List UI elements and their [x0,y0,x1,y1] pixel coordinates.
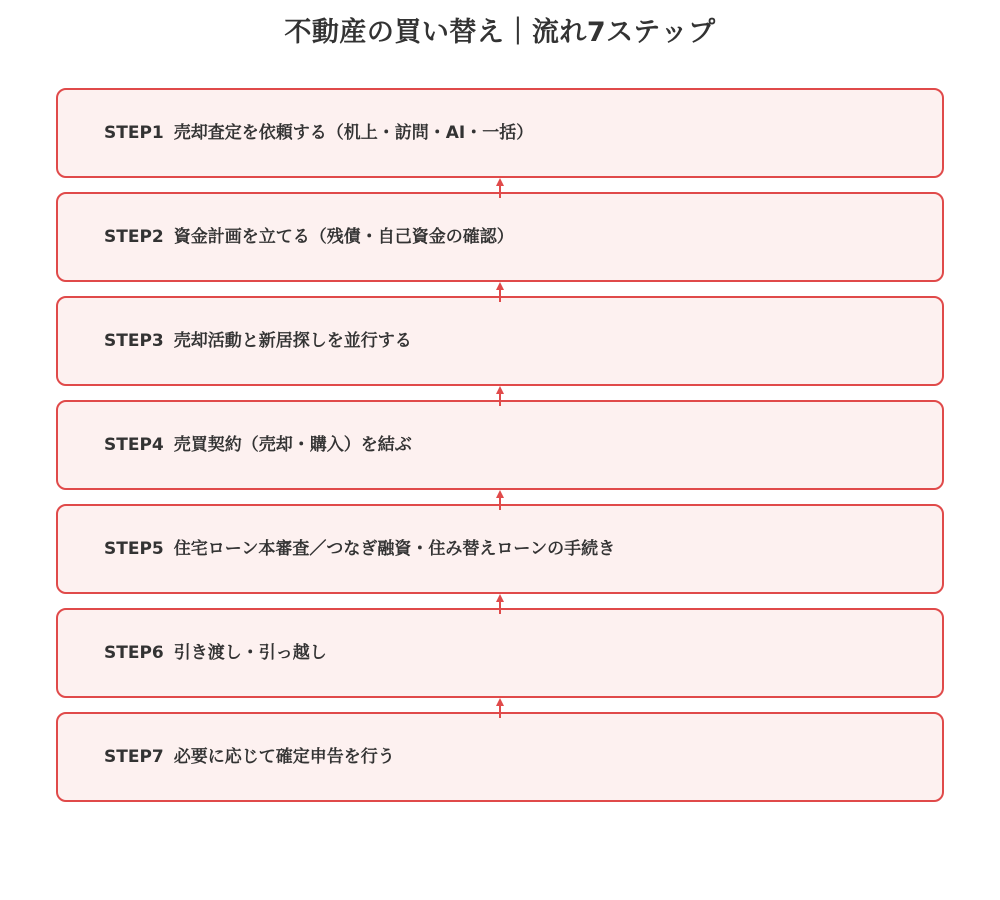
step-description: 必要に応じて確定申告を行う [173,747,395,767]
step-box-4 [56,400,944,490]
step-number: STEP2 [104,227,164,247]
step-number: STEP6 [104,643,164,663]
step-box-3 [56,296,944,386]
step-box-5 [56,504,944,594]
step-label [104,402,412,488]
step-label [104,194,514,280]
step-label [104,298,412,384]
step-description: 売買契約（売却・購入）を結ぶ [173,435,412,455]
step-number: STEP4 [104,435,164,455]
step-description: 売却活動と新居探しを並行する [173,331,412,351]
step-box-7 [56,712,944,802]
step-box-6 [56,608,944,698]
step-number: STEP5 [104,539,164,559]
step-number: STEP3 [104,331,164,351]
step-box-2 [56,192,944,282]
step-number: STEP1 [104,123,164,143]
step-number: STEP7 [104,747,164,767]
step-label [104,610,327,696]
step-label [104,506,615,592]
step-label [104,90,533,176]
step-box-1 [56,88,944,178]
step-description: 売却査定を依頼する（机上・訪問・AI・一括） [173,123,534,143]
page-title: 不動産の買い替え｜流れ7ステップ [284,17,716,48]
step-description: 住宅ローン本審査／つなぎ融資・住み替えローンの手続き [173,539,616,559]
step-description: 資金計画を立てる（残債・自己資金の確認） [173,227,514,247]
step-description: 引き渡し・引っ越し [173,643,327,663]
step-label [104,714,395,800]
